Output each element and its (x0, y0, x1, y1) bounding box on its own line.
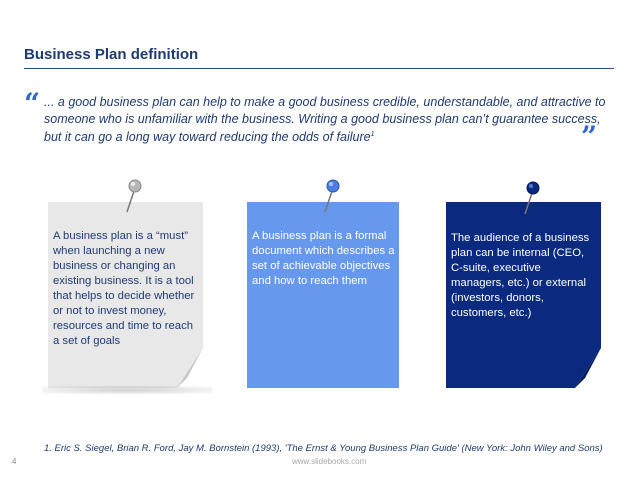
footer-url: www.slidebooks.com (292, 457, 367, 466)
page-curl-icon (177, 348, 203, 388)
note-shadow (42, 386, 212, 394)
quote-text (44, 94, 614, 146)
quote-footnote-ref: 1 (370, 131, 375, 138)
note-card-1 (48, 202, 203, 388)
pushpin-icon (318, 178, 348, 214)
pushpin-icon (518, 180, 548, 216)
quote-body: ... a good business plan can help to make a good business credible, understandable, and attractive to someone who is unfamiliar with the business. Writing a good business plan can’t guarantee success, but it can go a long way toward reducing the odds of failure (44, 95, 606, 145)
slide-title: Business Plan definition (24, 46, 199, 63)
note-2-text: A business plan is a formal document which describes a set of achievable objectives and how to reach them (252, 230, 395, 287)
note-card-2 (247, 202, 399, 388)
page-curl-icon (575, 348, 601, 388)
page-number: 4 (12, 457, 17, 466)
note-1-text: A business plan is a “must” when launching a new business or changing an existing business. It is a tool that helps to decide whether or not to invest money, resources and time to reach a set of goals (53, 230, 195, 347)
note-card-3 (446, 202, 601, 388)
note-3-text: The audience of a business plan can be internal (CEO, C-suite, executive managers, etc.) or external (investors, donors, customers, etc.) (451, 232, 590, 319)
title-divider (24, 68, 614, 69)
footnote: 1. Eric S. Siegel, Brian R. Ford, Jay M. Bornstein (1993), 'The Ernst & Young Business Plan Guide' (New York: John Wiley and Sons) (44, 443, 603, 454)
close-quote-mark: ” (581, 120, 598, 153)
pushpin-icon (120, 178, 150, 214)
open-quote-mark: “ (24, 87, 41, 120)
